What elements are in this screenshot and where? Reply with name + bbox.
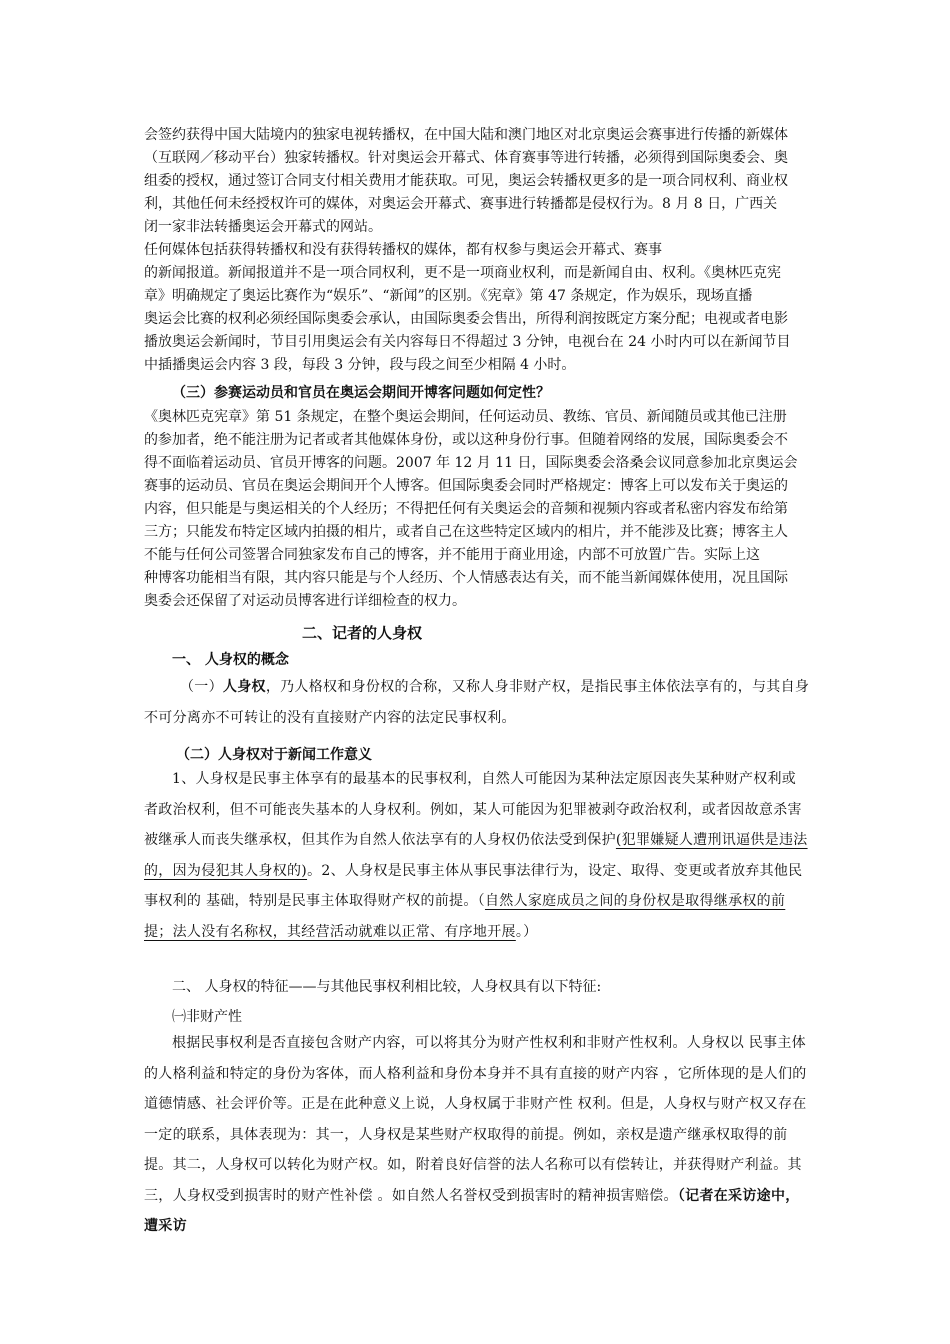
subheading-significance: （二）人身权对于新闻工作意义 (176, 747, 372, 763)
underlined-note-2: 自然人家庭成员之间的身份权是取得继承权的前提；法人没有名称权，其经营活动就难以正常、有序地开展 (144, 893, 786, 940)
text-line: 奥委会还保留了对运动员博客进行详细检查的权力。 (144, 593, 466, 609)
non-property-text: 根据民事权利是否直接包含财产内容，可以将其分为财产性权利和非财产性权利。人身权以 民事主体的人格利益和特定的身份为客体，而人格利益和身份本身并不具有直接的财产内容 ，它所体现的是人们的道德情感、社会评价等。正是在此种意义上说，人身权属于非财产性 权利。但是，人身权与财产权又存在一定的联系，具体表现为：其一，人身权是某些财产权取得的前提。例如，亲权是遗产继承权取得的前提。其二，人身权可以转化为财产权。如，附着良好信誉的法人名称可以有偿转让，并获得财产利益。其三，人身权受到损害时的财产性补偿 。如自然人名誉权受到损害时的精神损害赔偿。 (144, 1035, 807, 1204)
significance-text-d: 。） (515, 923, 538, 940)
text-line: 播放奥运会新闻时，节目引用奥运会有关内容每日不得超过 3 分钟，电视台在 24 小时内可以在新闻节目 (144, 334, 791, 350)
significance-text-c: （ (477, 893, 485, 909)
section-title: 二、记者的人身权 (302, 624, 423, 642)
text-line: （互联网／移动平台）独家转播权。针对奥运会开幕式、体育赛事等进行转播，必须得到国际奥委会、奥 (144, 150, 788, 166)
section-heading-q3: （三）参赛运动员和官员在奥运会期间开博客问题如何定性？ (172, 385, 550, 401)
subheading-non-property: ㈠非财产性 (172, 1009, 242, 1025)
text-line: 章》明确规定了奥运比赛作为“娱乐”、“新闻”的区别。《宪章》第 47 条规定，作为娱乐，现场直播 (144, 288, 753, 304)
underlined-note-1: (犯罪嫌疑人遭刑讯逼供是违法的，因为侵犯其人身权的) (144, 832, 808, 879)
text-line: 组委的授权，通过签订合同支付相关费用才能获取。可见，奥运会转播权更多的是一项合同权利、商业权 (144, 173, 788, 189)
text-line: 的新闻报道。新闻报道并不是一项合同权利，更不是一项商业权利，而是新闻自由、权利。《奥林匹克宪 (144, 265, 781, 281)
text-line: 《奥林匹克宪章》第 51 条规定，在整个奥运会期间，任何运动员、教练、官员、新闻随员或其他已注册 (144, 409, 787, 425)
definition-prefix: （一） (180, 679, 223, 695)
paragraph-non-property (144, 1028, 810, 1242)
significance-text-a: 1、人身权是民事主体享有的最基本的民事权利，自然人可能因为某种法定原因丧失某种财产权利或者政治权利，但不可能丧失基本的人身权利。例如，某人可能因为犯罪被剥夺政治权利，或者因故意杀害被继承人而丧失继承权，但其作为自然人依法享有的人身权仍依法受到保护 (144, 771, 802, 848)
paragraph-significance (144, 764, 810, 947)
text-line: 种博客功能相当有限，其内容只能是与个人经历、个人情感表达有关，而不能当新闻媒体使用，况且国际 (144, 570, 788, 586)
text-line: 任何媒体包括获得转播权和没有获得转播权的媒体，都有权参与奥运会开幕式、赛事 (144, 242, 662, 258)
definition-text: ，乃人格权和身份权的合称，又称人身非财产权，是指民事主体依法享有的，与其自身不可分离亦不可转让的没有直接财产内容的法定民事权利。 (144, 679, 810, 726)
text-line: 三方；只能发布特定区域内拍摄的相片，或者自己在这些特定区域内的相片，并不能涉及比赛；博客主人 (144, 524, 788, 540)
text-line: 赛事的运动员、官员在奥运会期间开个人博客。但国际奥委会同时严格规定：博客上可以发布关于奥运的 (144, 478, 788, 494)
text-line: 内容，但只能是与奥运相关的个人经历；不得把任何有关奥运会的音频和视频内容或者私密内容发布给第 (144, 501, 788, 517)
subheading-characteristics: 二、 人身权的特征——与其他民事权利相比较，人身权具有以下特征: (172, 979, 602, 995)
text-line: 得不面临着运动员、官员开博客的问题。2007 年 12 月 11 日，国际奥委会洛桑会议同意参加北京奥运会 (144, 455, 798, 471)
significance-text-b: 。2、人身权是民事主体从事民事法律行为，设定、取得、变更或者放弃其他民事权利的 基础，特别是民事主体取得财产权的前提。 (144, 862, 803, 909)
text-line: 的参加者，绝不能注册为记者或者其他媒体身份，或以这种身份行事。但随着网络的发展，国际奥委会不 (144, 432, 788, 448)
text-line: 中插播奥运会内容 3 段，每段 3 分钟，段与段之间至少相隔 4 小时。 (144, 357, 576, 373)
paragraph-definition (144, 672, 810, 733)
non-property-bold-tail: （记者在采访途中，遭采访 (144, 1187, 800, 1234)
text-line: 不能与任何公司签署合同独家发布自己的博客，并不能用于商业用途，内部不可放置广告。实际上这 (144, 547, 760, 563)
text-line: 奥运会比赛的权利必须经国际奥委会承认，由国际奥委会售出，所得利润按既定方案分配；电视或者电影 (144, 311, 788, 327)
text-line: 利，其他任何未经授权许可的媒体，对奥运会开幕式、赛事进行转播都是侵权行为。8 月 8 日，广西关 (144, 196, 778, 212)
text-line: 会签约获得中国大陆境内的独家电视转播权，在中国大陆和澳门地区对北京奥运会赛事进行传播的新媒体 (144, 127, 788, 143)
subheading-concept: 一、 人身权的概念 (172, 652, 289, 668)
text-line: 闭一家非法转播奥运会开幕式的网站。 (144, 219, 382, 235)
definition-term: 人身权 (222, 679, 266, 695)
